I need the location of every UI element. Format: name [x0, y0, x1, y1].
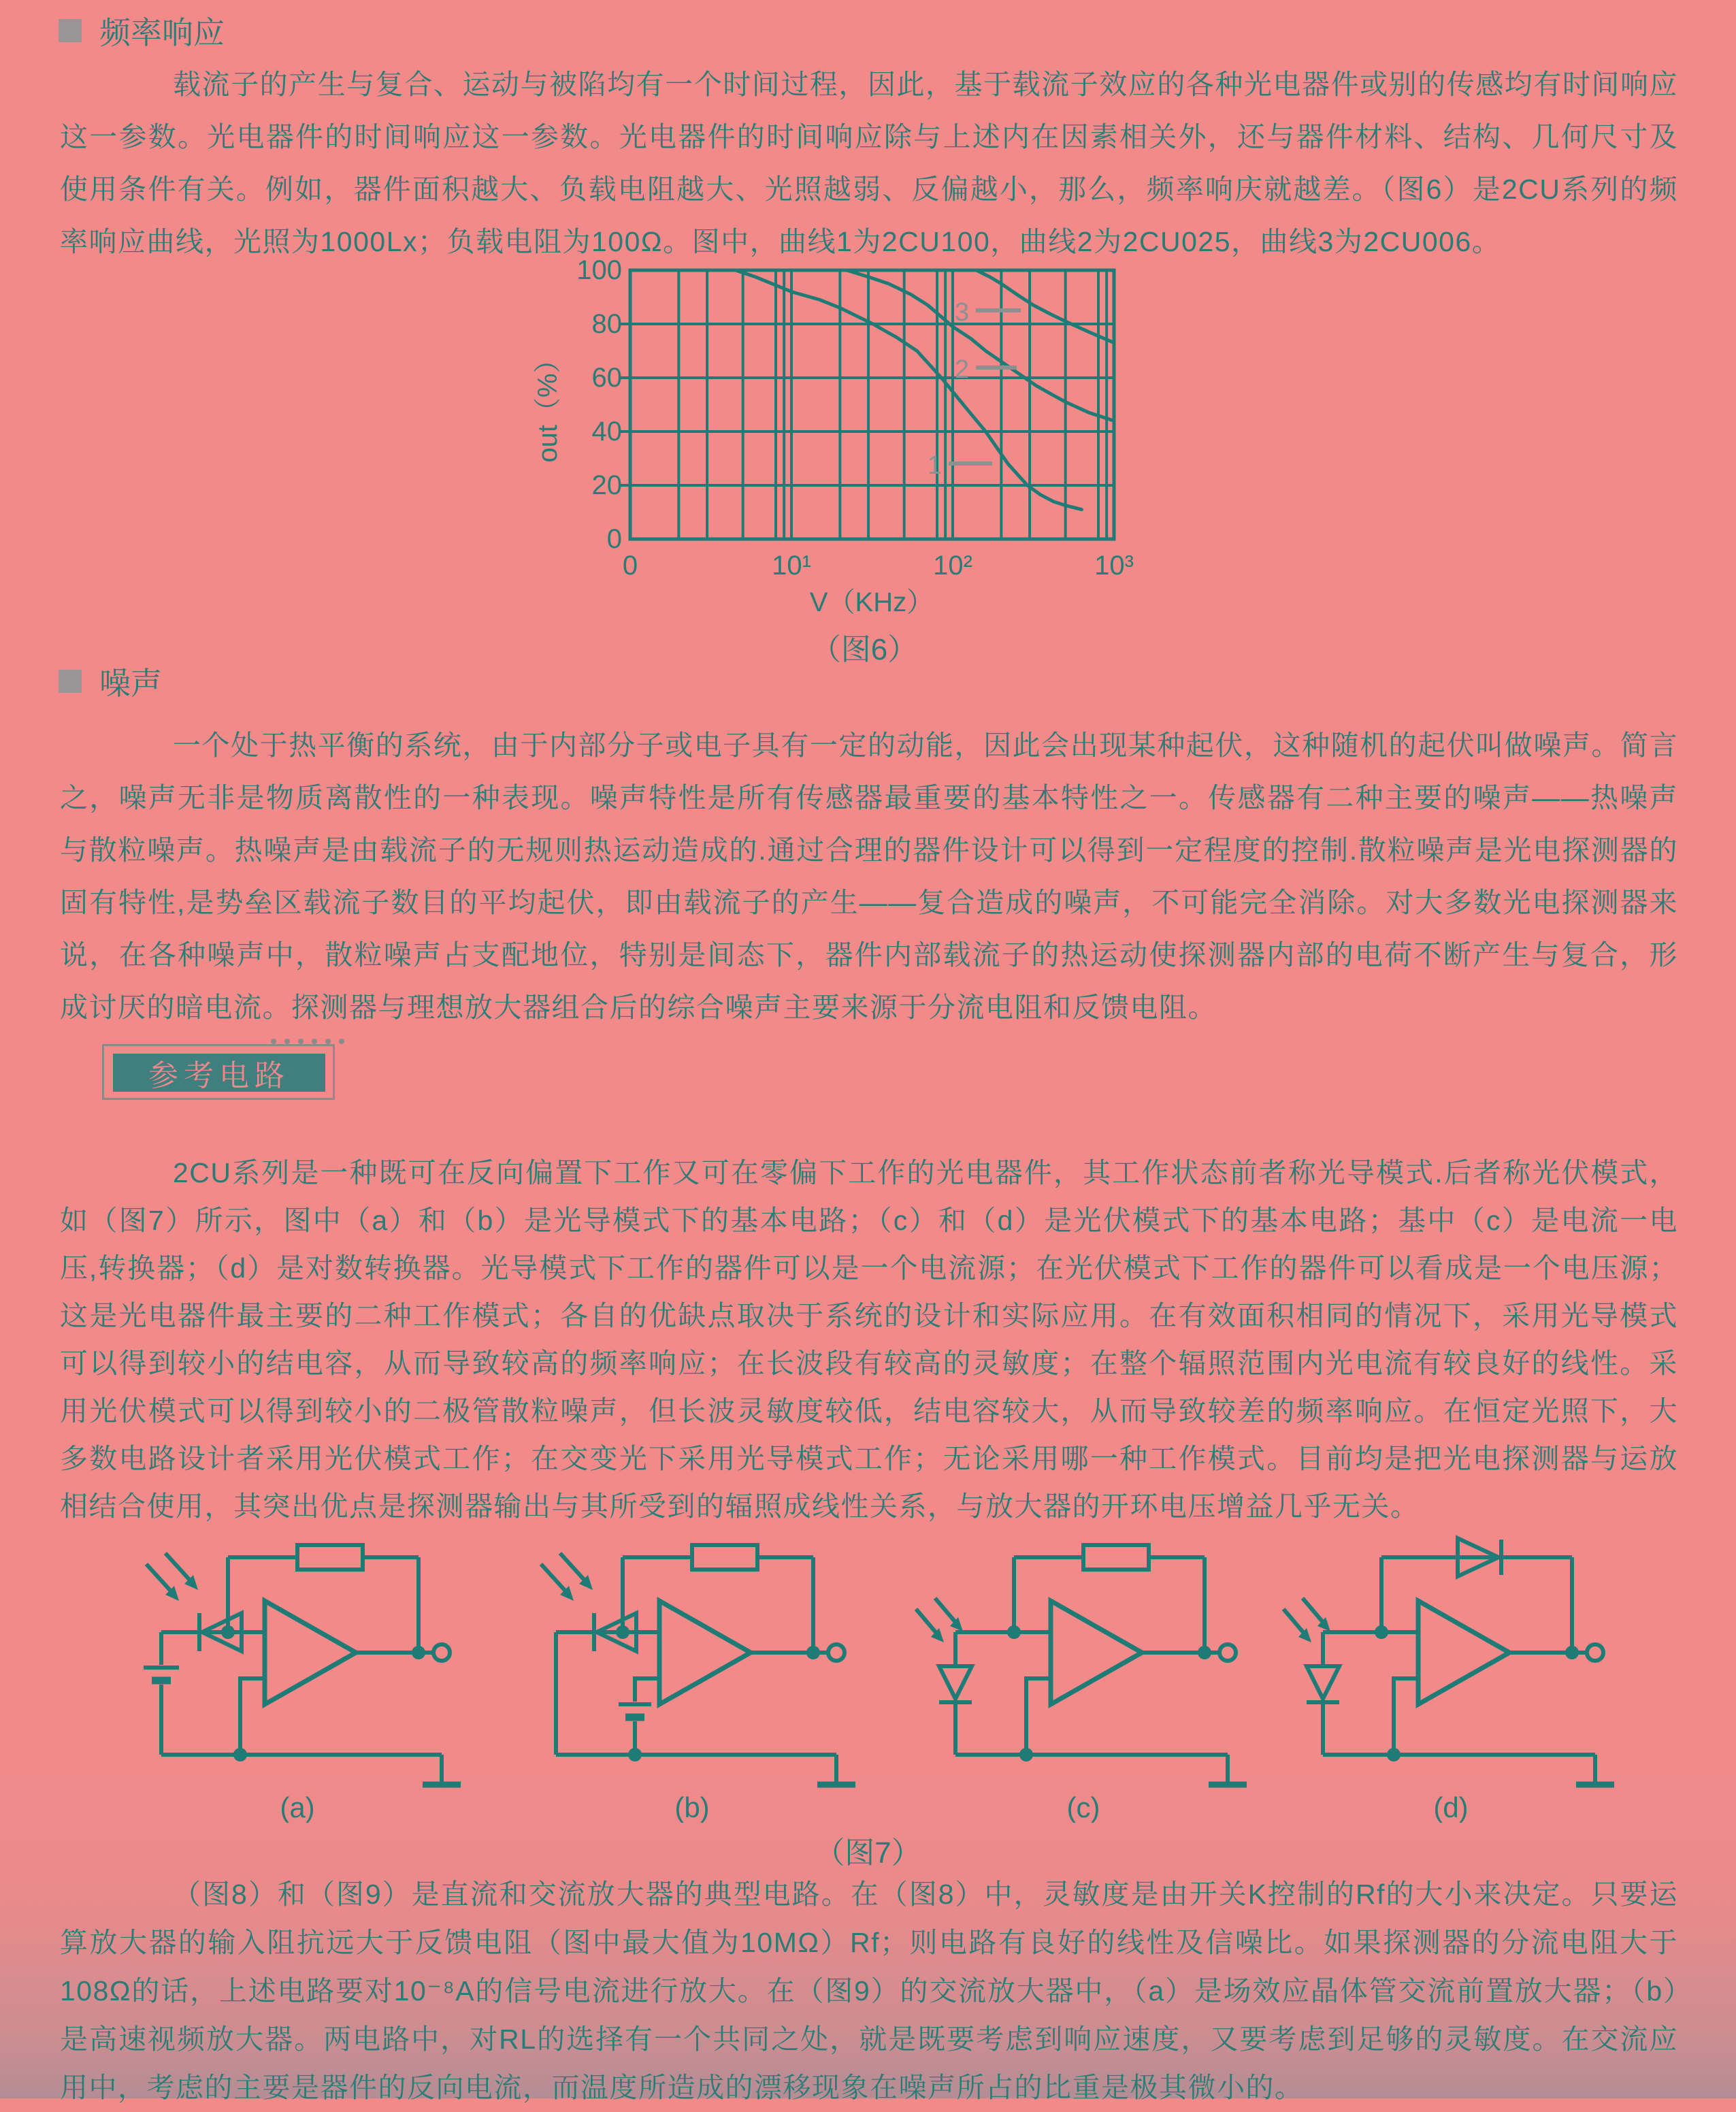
frequency-response-chart: [514, 260, 1170, 628]
photodiode-icon: [556, 1613, 659, 1651]
x-tick-label: 10²: [933, 551, 972, 581]
output-terminal-icon: [1587, 1644, 1603, 1661]
section-title: 频率响应: [99, 15, 225, 50]
section-title: 噪声: [99, 666, 162, 701]
section-marker-icon: [59, 19, 82, 42]
x-axis-title: V（KHz）: [809, 587, 934, 617]
reference-circuit-paragraph: 2CU系列是一种既可在反向偏置下工作又可在零偏下工作的光电器件，其工作状态前者称光导模式.后者称光伏模式，如（图7）所示，图中（a）和（b）是光导模式下的基本电路；（c）和（d）是光伏模式下的基本电路；基中（c）是电流一电压,转换器；（d）是对数转换器。光导模式下工作的器件可以是一个电流源；在光伏模式下工作的器件可以看成是一个电压源；这是光电器件最主要的二种工作模式；各自的优缺点取决于系统的设计和实际应用。在有效面积相同的情况下，采用光导模式可以得到较小的结电容，从而导致较高的频率响应；在长波段有较高的灵敏度；在整个辐照范围内光电流有较良好的线性。采用光伏模式可以得到较小的二极管散粒噪声，但长波灵敏度较低，结电容较大，从而导致较差的频率响应。在恒定光照下，大多数电路设计者采用光伏模式工作；在交变光下采用光导模式工作；无论采用哪一种工作模式。目前均是把光电探测器与运放相结合使用，其突出优点是探测器输出与其所受到的辐照成线性关系，与放大器的开环电压增益几乎无关。: [60, 1157, 1678, 1522]
photodiode-icon: [161, 1613, 265, 1651]
output-terminal-icon: [828, 1644, 845, 1661]
y-tick-label: 60: [591, 363, 622, 393]
circuit-d-label: (d): [1433, 1791, 1469, 1823]
light-arrows-icon: [146, 1553, 198, 1601]
circuit-b-label: (b): [674, 1791, 710, 1823]
figure6-caption: （图6）: [810, 633, 918, 666]
circuit-a-label: (a): [280, 1791, 315, 1823]
circuit-c-current-voltage-converter: [912, 1530, 1266, 1823]
section-header-noise: [59, 659, 162, 704]
inverting-input-wire: [240, 1678, 265, 1755]
y-tick-label: 80: [591, 309, 622, 339]
battery-icon: [144, 1632, 179, 1755]
y-tick-label: 20: [591, 470, 622, 500]
figure7-caption: （图7）: [815, 1836, 921, 1870]
battery-icon: [619, 1678, 659, 1755]
opamp-icon: [659, 1601, 751, 1704]
circuit-a-photoconductive: [126, 1530, 480, 1823]
light-arrows-icon: [541, 1553, 593, 1601]
frequency-response-paragraph: 载流子的产生与复合、运动与被陷均有一个时间过程，因此，基于载流子效应的各种光电器件或别的传感均有时间响应这一参数。光电器件的时间响应这一参数。光电器件的时间响应除与上述内在因素相关外，还与器件材料、结构、几何尺寸及使用条件有关。例如，器件面积越大、负载电阻越大、光照越弱、反偏越小，那么，频率响庆就越差。（图6）是2CU系列的频率响应曲线，光照为1000Lx；负载电阻为100Ω。图中，曲线1为2CU100，曲线2为2CU025，曲线3为2CU006。: [60, 69, 1678, 257]
opamp-icon: [1418, 1601, 1509, 1704]
inverting-input-wire: [1394, 1678, 1418, 1755]
curve-label-3: 3: [954, 298, 969, 327]
x-tick-label: 0: [622, 551, 638, 581]
section-marker-icon: [59, 670, 82, 693]
x-tick-label: 10³: [1094, 551, 1134, 581]
reference-circuit-badge: 参考电路: [113, 1054, 325, 1092]
opamp-icon: [1051, 1601, 1142, 1704]
curve-2CU025: [847, 270, 1114, 421]
y-tick-label: 100: [576, 260, 622, 285]
curve-2CU006: [977, 270, 1114, 343]
closing-paragraph: （图8）和（图9）是直流和交流放大器的典型电路。在（图8）中，灵敏度是由开关K控制的Rf的大小来决定。只要运算放大器的输入阻抗远大于反馈电阻（图中最大值为10MΩ）Rf；则电路有良好的线性及信噪比。如果探测器的分流电阻大于108Ω的话，上述电路要对10⁻⁸A的信号电流进行放大。在（图9）的交流放大器中，（a）是场效应晶体管交流前置放大器；（b）是高速视频放大器。两电路中，对RL的选择有一个共同之处，就是既要考虑到响应速度，又要考虑到足够的灵敏度。在交流应用中，考虑的主要是器件的反向电流，而温度所造成的漂移现象在噪声所占的比重是极其微小的。: [60, 1879, 1678, 2103]
circuit-b-photoconductive: [521, 1530, 874, 1823]
output-terminal-icon: [1219, 1644, 1236, 1661]
y-tick-label: 0: [606, 524, 622, 554]
curve-label-2: 2: [954, 355, 969, 384]
x-tick-label: 10¹: [772, 551, 811, 581]
curve-label-1: 1: [927, 451, 942, 480]
circuit-d-log-converter: [1279, 1530, 1633, 1823]
photodiode-icon: [1307, 1632, 1339, 1755]
output-terminal-icon: [433, 1644, 450, 1661]
y-tick-label: 40: [591, 417, 622, 446]
noise-paragraph: 一个处于热平衡的系统，由于内部分子或电子具有一定的动能，因此会出现某种起伏，这种随机的起伏叫做噪声。简言之，噪声无非是物质离散性的一种表现。噪声特性是所有传感器最重要的基本特性之一。传感器有二种主要的噪声——热噪声与散粒噪声。热噪声是由载流子的无规则热运动造成的.通过合理的器件设计可以得到一定程度的控制.散粒噪声是光电探测器的固有特性,是势垒区载流子数目的平均起伏，即由载流子的产生——复合造成的噪声，不可能完全消除。对大多数光电探测器来说，在各种噪声中，散粒噪声占支配地位，特别是间态下，器件内部载流子的热运动使探测器内部的电荷不断产生与复合，形成讨厌的暗电流。探测器与理想放大器组合后的综合噪声主要来源于分流电阻和反馈电阻。: [60, 730, 1678, 1023]
section-header-frequency-response: [59, 8, 225, 53]
inverting-input-wire: [1026, 1678, 1051, 1755]
opamp-icon: [265, 1601, 356, 1704]
badge-dots-icon: [271, 1039, 344, 1044]
y-axis-title: out（%）: [533, 346, 563, 463]
circuit-c-label: (c): [1066, 1791, 1100, 1823]
photodiode-icon: [939, 1632, 972, 1755]
